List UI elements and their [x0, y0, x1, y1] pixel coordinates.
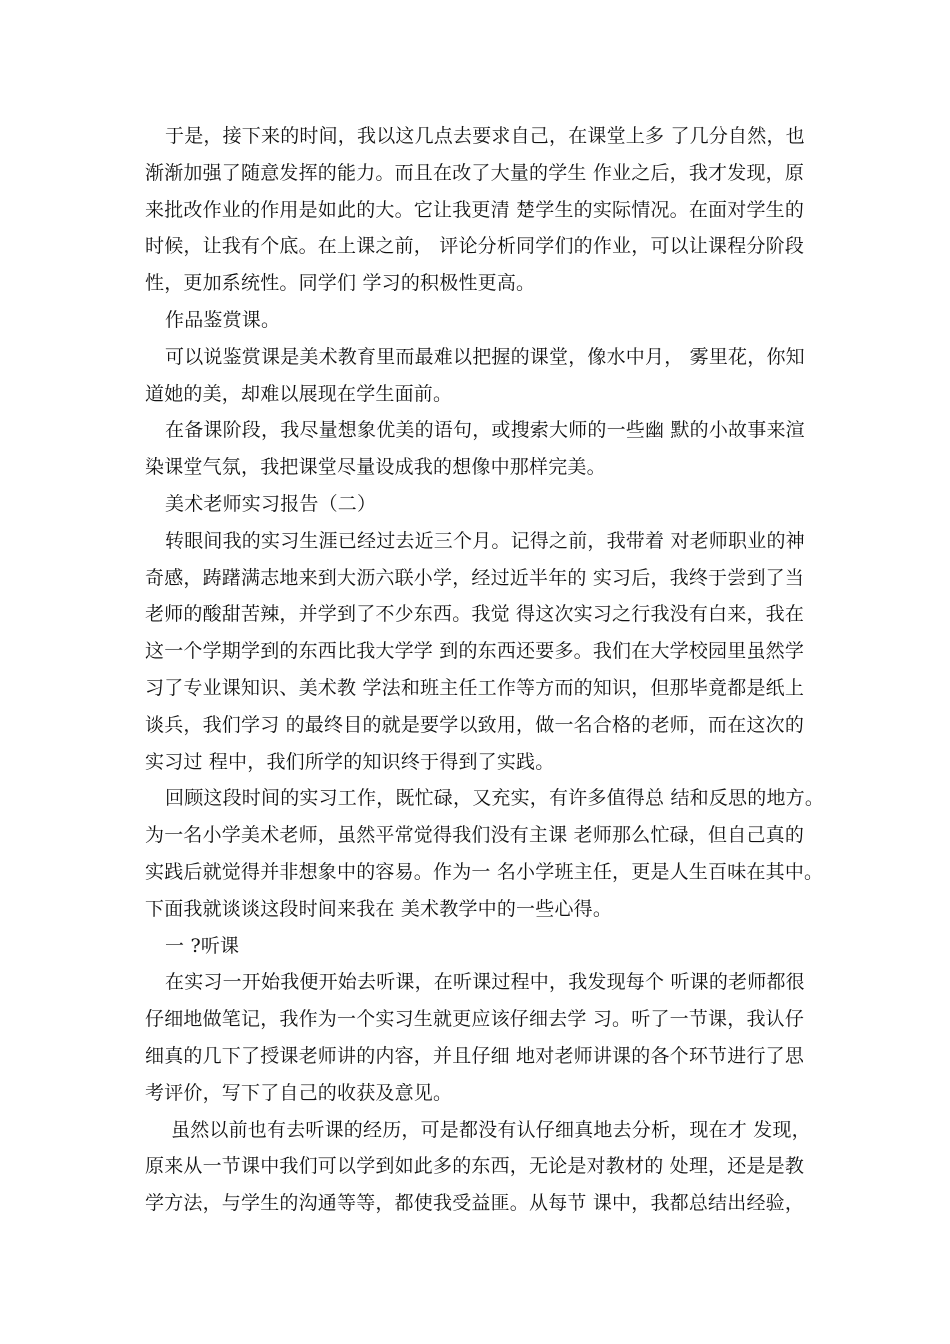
text-line: 性，更加系统性。同学们 学习的积极性更高。	[145, 272, 536, 295]
text-line: 实习过 程中，我们所学的知识终于得到了实践。	[145, 750, 555, 773]
text-line: 渐渐加强了随意发挥的能力。而且在改了大量的学生 作业之后，我才发现，原	[145, 161, 805, 184]
text-line: 为一名小学美术老师，虽然平常觉得我们没有主课 老师那么忙碌，但自己真的	[145, 824, 805, 847]
section-heading: 美术老师实习报告（二）	[165, 492, 377, 515]
text-line: 转眼间我的实习生涯已经过去近三个月。记得之前，我带着 对老师职业的神	[165, 529, 805, 552]
text-line: 时候，让我有个底。在上课之前， 评论分析同学们的作业，可以让课程分阶段	[145, 235, 805, 258]
text-line: 习了专业课知识、美术教 学法和班主任工作等方而的知识，但那毕竟都是纸上	[145, 676, 805, 699]
text-line: 原来从一节课中我们可以学到如此多的东西，无论是对教材的 处理，还是是教	[145, 1155, 805, 1178]
text-line: 可以说鉴赏课是美术教育里而最难以把握的课堂，像水中月， 雾里花，你知	[165, 345, 805, 368]
text-line: 细真的几下了授课老师讲的内容，并且仔细 地对老师讲课的各个环节进行了思	[145, 1044, 805, 1067]
text-line: 这一个学期学到的东西比我大学学 到的东西还要多。我们在大学校园里虽然学	[145, 640, 805, 663]
text-line: 谈兵，我们学习 的最终目的就是要学以致用，做一名合格的老师，而在这次的	[145, 713, 805, 736]
text-line: 于是，接下来的时间，我以这几点去要求自己，在课堂上多 了几分自然，也	[165, 125, 805, 147]
text-line: 下面我就谈谈这段时间来我在 美术教学中的一些心得。	[145, 897, 613, 920]
text-line: 在实习一开始我便开始去听课，在听课过程中，我发现每个 听课的老师都很	[165, 971, 805, 994]
text-line: 实践后就觉得并非想象中的容易。作为一 名小学班主任，更是人生百味在其中。	[145, 860, 824, 883]
text-line: 在备课阶段，我尽量想象优美的语句，或搜索大师的一些幽 默的小故事来渲	[165, 419, 805, 442]
text-line: 学方法，与学生的沟通等等，都使我受益匪。从每节 课中，我都总结出经验，	[145, 1192, 805, 1215]
text-line: 考评价，写下了自己的收获及意见。	[145, 1081, 453, 1104]
document-body	[145, 118, 825, 1222]
text-line: 仔细地做笔记，我作为一个实习生就更应该仔细去学 习。听了一节课，我认仔	[145, 1008, 805, 1031]
text-line: 老师的酸甜苦辣，并学到了不少东西。我觉 得这次实习之行我没有白来，我在	[145, 603, 805, 626]
text-line: 回顾这段时间的实习工作，既忙碌，又充实，有许多值得总 结和反思的地方。	[165, 787, 825, 810]
section-heading: 作品鉴赏课。	[165, 308, 281, 331]
section-heading: 一 ?听课	[165, 934, 240, 957]
text-line: 道她的美，却难以展现在学生面前。	[145, 382, 453, 405]
text-line: 染课堂气氛，我把课堂尽量设成我的想像中那样完美。	[145, 456, 606, 479]
text-line: 奇感，踌躇满志地来到大沥六联小学，经过近半年的 实习后，我终于尝到了当	[145, 566, 805, 589]
text-line: 来批改作业的作用是如此的大。它让我更清 楚学生的实际情况。在面对学生的	[145, 198, 805, 221]
text-line: 虽然以前也有去听课的经历，可是都没有认仔细真地去分析，现在才 发现，	[171, 1118, 811, 1141]
